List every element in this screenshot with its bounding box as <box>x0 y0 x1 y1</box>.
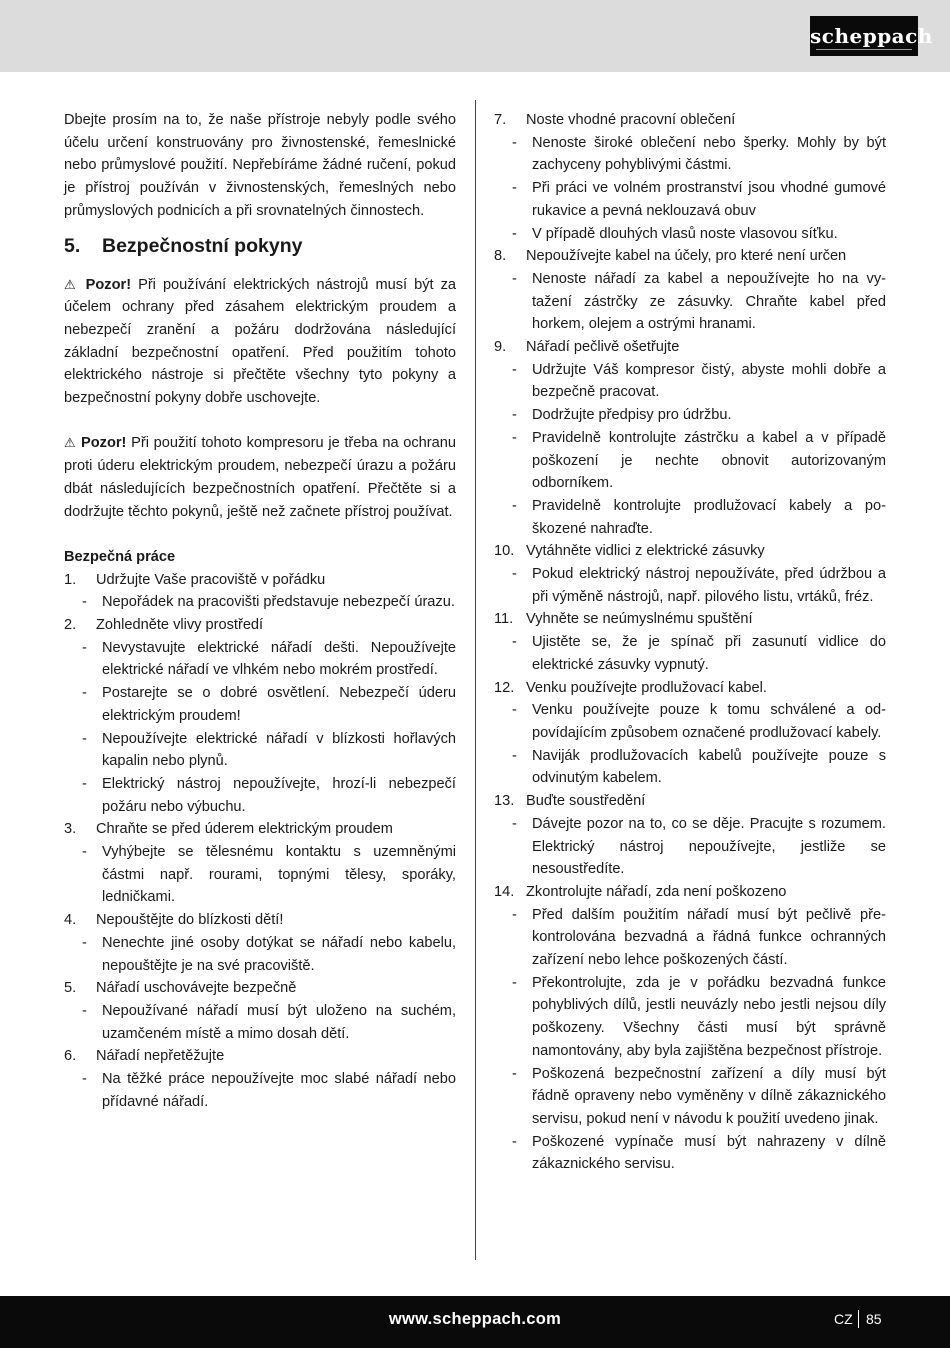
item-title: Nářadí uschovávejte bezpečně <box>96 980 297 997</box>
bullet-text: Pravidelně kontrolujte prodlužovací kabely a poškozené nahraďte. <box>532 497 886 537</box>
item-title: Vytáhněte vidlici z elektrické zásuvky <box>526 543 765 560</box>
bullet-item <box>494 427 886 495</box>
list-item <box>494 608 886 631</box>
warning-paragraph-2 <box>64 432 456 523</box>
bullet-text: Dodržujte předpisy pro údržbu. <box>532 407 732 424</box>
bullet-item <box>494 972 886 1063</box>
item-title: Zkontrolujte nářadí, zda není poškozeno <box>526 883 787 900</box>
warning-label: Pozor! <box>85 276 132 293</box>
header-band <box>0 0 950 72</box>
item-title: Chraňte se před úderem elektrickým proudem <box>96 821 393 838</box>
item-title: Venku používejte prodlužovací kabel. <box>526 679 767 696</box>
list-item <box>64 1045 456 1068</box>
list-item <box>494 790 886 813</box>
item-number: 2. <box>64 617 77 634</box>
bullet-text: Nepoužívané nářadí musí být uloženo na suchém, uzamčeném místě a mimo dosah dětí. <box>102 1002 456 1042</box>
item-number: 7. <box>494 112 507 128</box>
subheading-safe-work: Bezpečná práce <box>64 548 176 565</box>
bullet-dash: - <box>512 361 517 378</box>
list-item <box>494 245 886 268</box>
section-number: 5. <box>64 234 81 257</box>
bullet-dash: - <box>82 594 87 611</box>
item-title: Zohledněte vlivy prostředí <box>96 617 264 634</box>
bullet-dash: - <box>512 702 517 719</box>
list-item <box>494 677 886 700</box>
bullet-text: V případě dlouhých vlasů noste vlasovou síťku. <box>532 225 838 242</box>
bullet-item <box>494 223 886 246</box>
bullet-dash: - <box>512 1133 517 1150</box>
item-title: Nářadí pečlivě ošetřujte <box>526 339 680 356</box>
item-number: 12. <box>494 679 515 696</box>
bullet-item <box>64 591 456 614</box>
list-item <box>494 109 886 132</box>
bullet-item <box>64 773 456 818</box>
bullet-text: Poškozené vypínače musí být nahrazeny v dílně zákaznického servisu. <box>532 1133 886 1173</box>
bullet-item <box>494 1131 886 1176</box>
bullet-item <box>64 932 456 977</box>
list-item <box>64 614 456 637</box>
safety-list-right <box>494 109 886 1176</box>
bullet-item <box>64 1068 456 1113</box>
bullet-dash: - <box>512 270 517 287</box>
bullet-dash: - <box>512 974 517 991</box>
item-number: 5. <box>64 980 77 997</box>
item-title: Buďte soustředění <box>526 793 646 810</box>
warning-triangle-icon: ⚠ <box>64 276 79 292</box>
bullet-item <box>494 404 886 427</box>
bullet-text: Nevystavujte elektrické nářadí dešti. Nepoužívejte elektrické nářadí ve vlhkém nebo mokrém prostředí. <box>102 639 456 679</box>
bullet-dash: - <box>512 634 517 651</box>
item-number: 3. <box>64 821 77 838</box>
bullet-dash: - <box>82 844 87 861</box>
bullet-dash: - <box>82 685 87 702</box>
warning-label: Pozor! <box>81 435 127 452</box>
bullet-dash: - <box>512 429 517 446</box>
bullet-text: Poškozená bezpečnostní zařízení a díly musí být řádně opraveny nebo vyměněny v dílně zákaznického servisu, pokud není v návodu k použití uvedeno jinak. <box>532 1065 886 1127</box>
footer-bar <box>0 1296 950 1348</box>
bullet-text: Vyhýbejte se tělesnému kontaktu s uzemněnými částmi např. rourami, topnými tělesy, sporáky, ledničkami. <box>102 844 456 906</box>
list-item <box>494 540 886 563</box>
section-heading <box>64 233 456 259</box>
bullet-text: Nenoste nářadí za kabel a nepoužívejte ho na vytažení zástrčky ze zásuvky. Chraňte kabel před horkem, olejem a ostrými hranami. <box>532 270 886 333</box>
bullet-text: Venku používejte pouze k tomu schválené a odpovídajícím způsobem označené prodlužovací kabely. <box>532 702 886 741</box>
item-title: Vyhněte se neúmyslnému spuštění <box>526 611 753 628</box>
list-item <box>64 569 456 592</box>
warning-paragraph-1 <box>64 274 456 410</box>
bullet-item <box>494 745 886 790</box>
bullet-dash: - <box>512 1065 517 1082</box>
bullet-item <box>64 728 456 773</box>
bullet-dash: - <box>512 497 517 514</box>
bullet-item <box>494 699 886 744</box>
bullet-dash: - <box>512 180 517 197</box>
left-column <box>64 109 456 1114</box>
column-divider <box>475 100 476 1260</box>
bullet-text: Dávejte pozor na to, co se děje. Pracujte s rozumem. Elektrický nástroj nepoužívejte, jestliže se nesoustředíte. <box>532 815 886 878</box>
bullet-text: Udržujte Váš kompresor čistý, abyste mohli dobře a bezpečně pracovat. <box>532 361 886 401</box>
bullet-text: Na těžké práce nepoužívejte moc slabé nářadí nebo přídavné nářadí. <box>102 1071 456 1110</box>
language-code: CZ <box>834 1311 853 1327</box>
bullet-dash: - <box>512 225 517 242</box>
bullet-dash: - <box>82 1002 87 1019</box>
bullet-dash: - <box>82 934 87 951</box>
list-item <box>64 909 456 932</box>
bullet-dash: - <box>512 906 517 923</box>
bullet-dash: - <box>82 775 87 792</box>
item-number: 9. <box>494 339 507 356</box>
item-number: 10. <box>494 543 515 560</box>
list-item <box>494 881 886 904</box>
list-item <box>64 977 456 1000</box>
bullet-item <box>494 495 886 540</box>
list-item <box>64 818 456 841</box>
website-link[interactable]: www.scheppach.com <box>388 1310 562 1328</box>
item-title: Nepouštějte do blízkosti dětí! <box>96 912 284 929</box>
bullet-dash: - <box>512 815 517 832</box>
bullet-text: Nepořádek na pracovišti představuje nebezpečí úrazu. <box>102 594 455 611</box>
safety-list-left <box>64 569 456 1114</box>
bullet-dash: - <box>82 639 87 656</box>
item-number: 6. <box>64 1048 77 1065</box>
bullet-dash: - <box>512 134 517 151</box>
bullet-item <box>494 359 886 404</box>
item-number: 8. <box>494 248 507 265</box>
brand-logo: scheppach <box>810 16 918 56</box>
bullet-item <box>494 813 886 881</box>
item-title: Udržujte Vaše pracoviště v pořádku <box>96 571 326 588</box>
bullet-item <box>494 563 886 608</box>
bullet-text: Překontrolujte, zda je v pořádku bezvadná funkce pohyblivých dílů, jestli neuvázly nebo jestli nejsou díly poškozeny. Všechny části musí být správně namontovány, aby byla zajištěna bezpečnost přístroje. <box>532 974 886 1059</box>
bullet-item <box>494 132 886 177</box>
bullet-dash: - <box>512 407 517 424</box>
footer-separator <box>858 1310 859 1328</box>
item-number: 14. <box>494 883 515 900</box>
list-item <box>494 336 886 359</box>
bullet-dash: - <box>82 730 87 747</box>
bullet-text: Nenoste široké oblečení nebo šperky. Mohly by být zachyceny pohyblivými částmi. <box>532 134 886 174</box>
warning-triangle-icon: ⚠ <box>64 435 77 451</box>
bullet-text: Nenechte jiné osoby dotýkat se nářadí nebo kabelu, nepouštějte je na své pracoviště. <box>102 934 456 974</box>
item-number: 13. <box>494 793 515 810</box>
item-number: 1. <box>64 571 77 588</box>
bullet-text: Před dalším použitím nářadí musí být pečlivě překontrolována bezvadná a řádná funkce ochranných zařízení nebo lehce poškozených částí. <box>532 906 886 969</box>
bullet-item <box>494 1063 886 1131</box>
bullet-text: Pokud elektrický nástroj nepoužíváte, před údržbou a při výměně nástrojů, např. pilového listu, vrtáků, fréz. <box>532 566 886 605</box>
bullet-dash: - <box>82 1071 87 1088</box>
right-column <box>494 109 886 1176</box>
bullet-item <box>64 637 456 682</box>
bullet-dash: - <box>512 747 517 764</box>
intro-paragraph: Dbejte prosím na to, že naše přístroje nebyly podle svého účelu určení konstruovány pro živnostenské, řemeslnické nebo průmyslové použití. Nepřebíráme žádné ručení, pokud je přístroj používán v živnostenských, řemeslných nebo průmyslových podnicích a při srovnatelných činnostech. <box>64 112 456 219</box>
item-number: 11. <box>494 611 514 628</box>
warning-text: Při používání elektrických nástrojů musí být za účelem ochrany před zásahem elektrickým proudem a nebezpečí zranění a požáru dodržována následující základní bezpečnostní opatření. Před použitím tohoto elektrického nástroje si přečtěte všechny tyto pokyny a bezpečnostní pokyny dobře uschovejte. <box>64 276 456 407</box>
bullet-item <box>494 177 886 222</box>
item-title: Noste vhodné pracovní oblečení <box>526 112 736 128</box>
item-number: 4. <box>64 912 77 929</box>
bullet-dash: - <box>512 566 517 583</box>
section-title: Bezpečnostní pokyny <box>102 234 303 257</box>
bullet-text: Při práci ve volném prostranství jsou vhodné gumové rukavice a pevná neklouzavá obuv <box>532 180 886 219</box>
warning-text: Při použití tohoto kompresoru je třeba na ochranu proti úderu elektrickým proudem, nebezpečí úrazu a požáru dbát následujících bezpečnostních opatření. Přečtěte si a dodržujte těchto pokynů, ještě než začnete přístroj používat. <box>64 435 456 520</box>
item-title: Nepoužívejte kabel na účely, pro které není určen <box>526 248 847 265</box>
bullet-item <box>64 1000 456 1045</box>
bullet-item <box>64 841 456 909</box>
item-title: Nářadí nepřetěžujte <box>96 1048 225 1065</box>
bullet-item <box>494 904 886 972</box>
bullet-item <box>494 268 886 336</box>
bullet-item <box>64 682 456 727</box>
bullet-text: Pravidelně kontrolujte zástrčku a kabel a v případě poškození je nechte obnovit autorizovaným odborníkem. <box>532 429 886 492</box>
bullet-item <box>494 631 886 676</box>
bullet-text: Nepoužívejte elektrické nářadí v blízkosti hořlavých kapalin nebo plynů. <box>102 730 456 770</box>
page-number: 85 <box>866 1311 882 1327</box>
bullet-text: Postarejte se o dobré osvětlení. Nebezpečí úderu elektrickým proudem! <box>102 685 456 724</box>
bullet-text: Elektrický nástroj nepoužívejte, hrozí-li nebezpečí požáru nebo výbuchu. <box>102 775 456 815</box>
bullet-text: Naviják prodlužovacích kabelů používejte pouze s odvinutým kabelem. <box>532 747 886 787</box>
bullet-text: Ujistěte se, že je spínač při zasunutí vidlice do elektrické zásuvky vypnutý. <box>532 634 886 673</box>
